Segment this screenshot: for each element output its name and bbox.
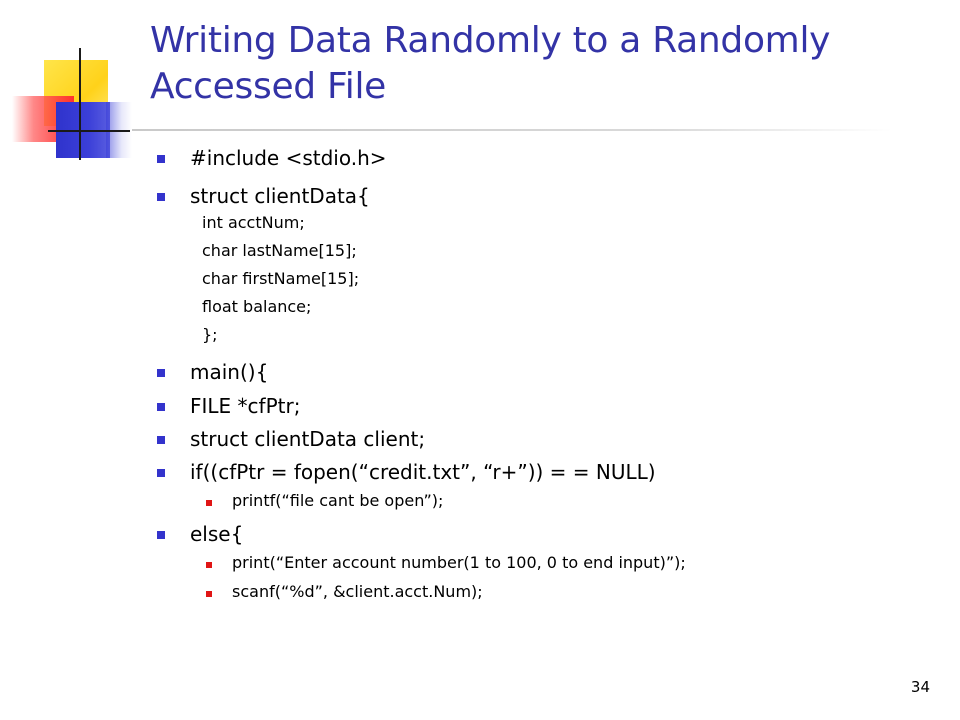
- list-item: else{: [190, 522, 244, 546]
- list-item: FILE *cfPtr;: [190, 394, 301, 418]
- bullet-icon: [157, 193, 165, 201]
- sub-bullet-icon: [206, 562, 212, 568]
- bullet-icon: [157, 155, 165, 163]
- bullet-icon: [157, 469, 165, 477]
- code-line: };: [202, 325, 218, 344]
- sub-list-item: printf(“file cant be open”);: [232, 491, 444, 510]
- list-item: struct clientData{: [190, 184, 370, 208]
- list-item: if((cfPtr = fopen(“credit.txt”, “r+”)) = = NULL): [190, 460, 656, 484]
- slide-title-line-1: Writing Data Randomly to a Randomly: [150, 20, 831, 61]
- sub-bullet-icon: [206, 591, 212, 597]
- sub-list-item: print(“Enter account number(1 to 100, 0 to end input)”);: [232, 553, 686, 572]
- bullet-icon: [157, 369, 165, 377]
- bullet-icon: [157, 436, 165, 444]
- sub-bullet-icon: [206, 500, 212, 506]
- code-line: float balance;: [202, 297, 312, 316]
- slide-title-line-2: Accessed File: [150, 66, 387, 107]
- list-item: struct clientData client;: [190, 427, 426, 451]
- code-line: char lastName[15];: [202, 241, 357, 260]
- list-item: main(){: [190, 360, 269, 384]
- bullet-icon: [157, 403, 165, 411]
- sub-list-item: scanf(“%d”, &client.acct.Num);: [232, 582, 483, 601]
- code-line: char firstName[15];: [202, 269, 360, 288]
- list-item: #include <stdio.h>: [190, 146, 387, 170]
- page-number: 34: [910, 678, 930, 696]
- bullet-icon: [157, 531, 165, 539]
- code-line: int acctNum;: [202, 213, 305, 232]
